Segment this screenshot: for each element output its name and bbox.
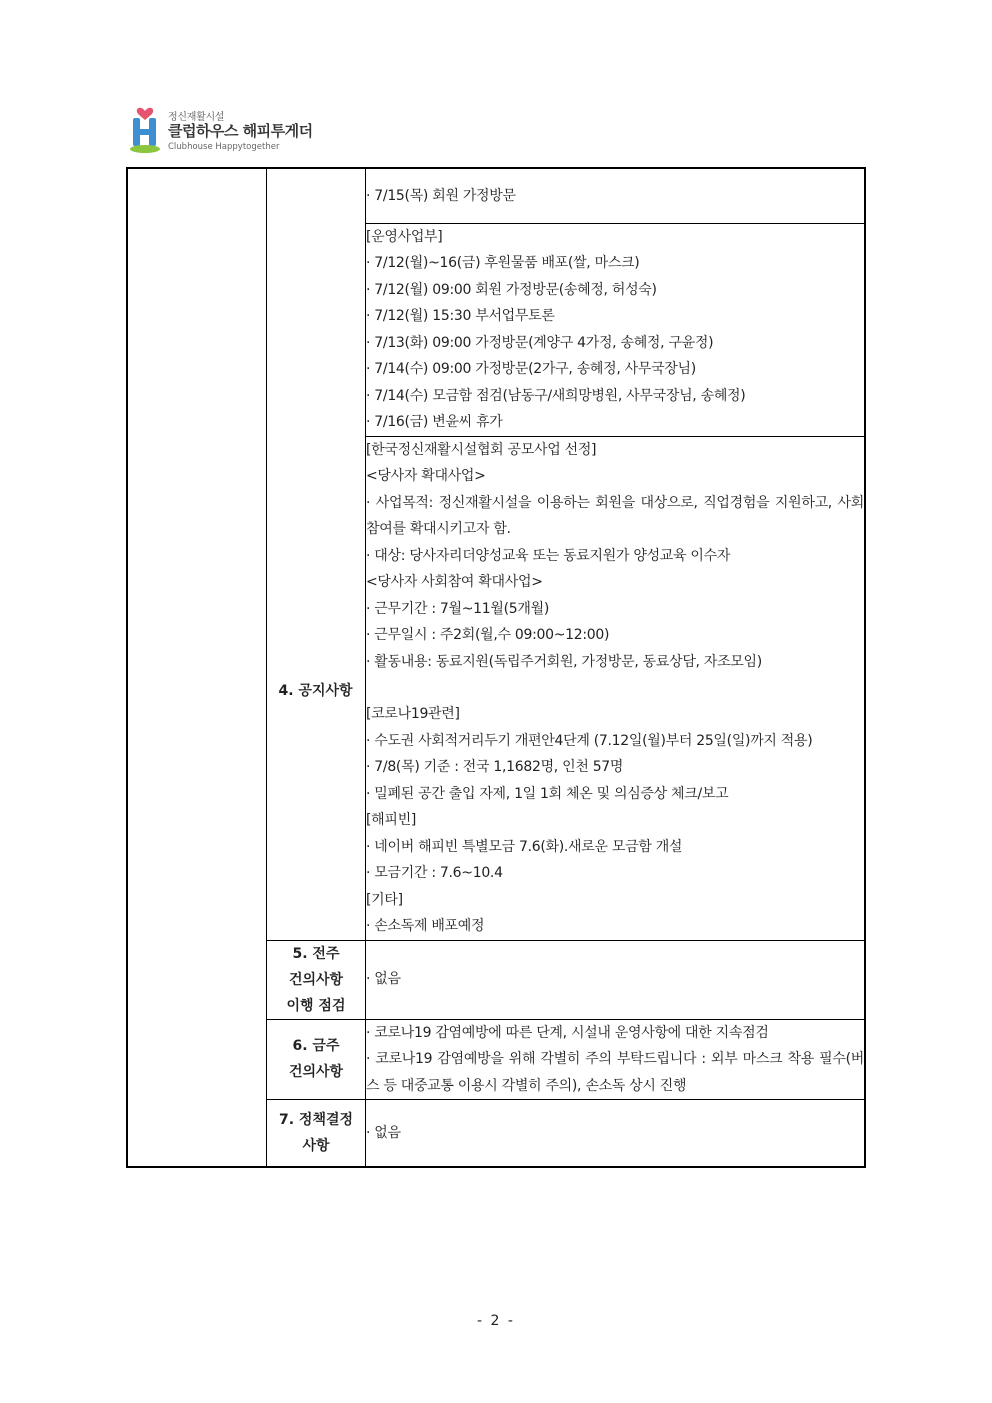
section-6-label: 6. 금주 건의사항 (267, 1019, 366, 1100)
section-heading: [코로나19관련] (366, 706, 460, 722)
section-heading: [해피빈] (366, 812, 416, 828)
list-item: · 밀폐된 공간 출입 자제, 1일 1회 체온 및 의심증상 체크/보고 (366, 785, 729, 802)
list-item: · 7/12(월) 15:30 부서업무토론 (366, 308, 555, 324)
list-item: · 7/12(월) 09:00 회원 가정방문(송혜정, 허성숙) (366, 281, 657, 298)
section-heading: [한국정신재활시설협회 공모사업 선정] (366, 441, 597, 458)
list-item: · 근무기간 : 7월~11월(5개월) (366, 600, 549, 617)
list-item: · 손소독제 배포예정 (366, 918, 485, 934)
section-5-label: 5. 전주 건의사항 이행 점검 (267, 940, 366, 1019)
section-7-content (366, 1100, 866, 1167)
list-item: · 7/8(목) 기준 : 전국 1,1682명, 인천 57명 (366, 759, 624, 775)
notices-content-cell (366, 436, 866, 940)
list-item: · 없음 (366, 971, 401, 988)
list-item: · 코로나19 감염예방을 위해 각별히 주의 부탁드립니다 : 외부 마스크 착용 필수(버스 등 대중교통 이용시 각별히 주의), 손소독 상시 진행 (366, 1051, 864, 1094)
table-row (127, 168, 865, 223)
list-item: · 코로나19 감염예방에 따른 단계, 시설내 운영사항에 대한 지속점검 (366, 1024, 769, 1041)
list-item: · 수도권 사회적거리두기 개편안4단계 (7.12일(월)부터 25일(일)까지 적용) (366, 732, 813, 749)
list-item: · 7/14(수) 09:00 가정방문(2가구, 송혜정, 사무국장님) (366, 361, 696, 377)
operations-content-cell (366, 223, 866, 436)
list-item: · 활동내용: 동료지원(독립주거회원, 가정방문, 동료상담, 자조모임) (366, 653, 762, 670)
carry-over-label-cell (267, 168, 366, 940)
logo-emblem-icon (128, 102, 164, 154)
left-blank-column (127, 168, 267, 1167)
list-item: · 모금기간 : 7.6~10.4 (366, 865, 503, 881)
list-item: · 근무일시 : 주2회(월,수 09:00~12:00) (366, 627, 610, 643)
logo-english-name: Clubhouse Happytogether (168, 142, 280, 152)
list-item: · 7/13(화) 09:00 가정방문(계양구 4가정, 송혜정, 구윤정) (366, 334, 714, 351)
logo-top-text: 정신재활시설 (168, 112, 225, 123)
list-item: · 7/16(금) 변윤씨 휴가 (366, 414, 503, 430)
list-item: · 7/15(목) 회원 가정방문 (366, 187, 516, 204)
section-4-label: 4. 공지사항 (278, 683, 353, 699)
list-item: · 7/12(월)~16(금) 후원물품 배포(쌀, 마스크) (366, 255, 640, 271)
spacer (366, 675, 864, 701)
sub-heading: <당사자 사회참여 확대사업> (366, 574, 543, 590)
section-6-content (366, 1019, 866, 1100)
page-number: - 2 - (477, 1313, 515, 1329)
minutes-table (126, 167, 866, 1168)
section-7-label: 7. 정책결정 사항 (267, 1100, 366, 1167)
logo-title: 클럽하우스 해피투게더 (168, 122, 313, 140)
sub-heading: <당사자 확대사업> (366, 468, 486, 484)
list-item: · 없음 (366, 1124, 401, 1141)
clubhouse-logo (128, 102, 328, 158)
section-heading: [운영사업부] (366, 228, 443, 245)
list-item: · 7/14(수) 모금함 점검(남동구/새희망병원, 사무국장님, 송혜정) (366, 387, 746, 404)
carry-over-content-cell (366, 168, 866, 223)
list-item: · 사업목적: 정신재활시설을 이용하는 회원을 대상으로, 직업경험을 지원하고, 사회참여를 확대시키고자 함. (366, 494, 864, 537)
section-heading: [기타] (366, 891, 403, 908)
section-5-content (366, 940, 866, 1019)
list-item: · 대상: 당사자리더양성교육 또는 동료지원가 양성교육 이수자 (366, 547, 731, 564)
list-item: · 네이버 해피빈 특별모금 7.6(화).새로운 모금함 개설 (366, 838, 683, 855)
